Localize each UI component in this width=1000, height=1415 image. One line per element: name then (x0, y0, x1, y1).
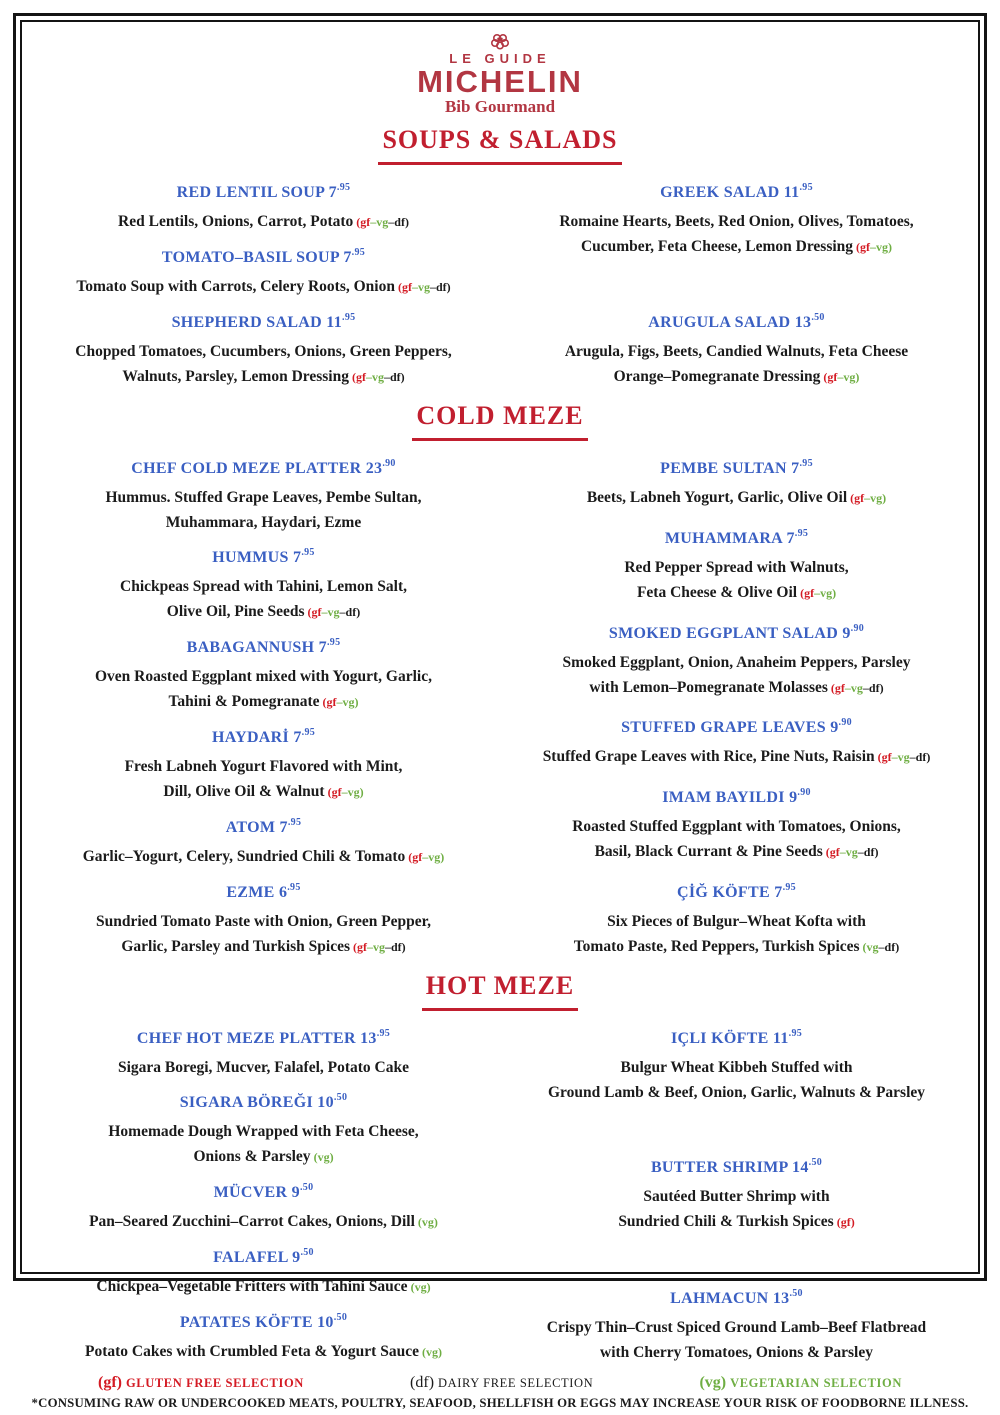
diet-tags: (vg) (407, 1279, 431, 1294)
menu-sections (28, 121, 972, 1372)
item-description-line: Roasted Stuffed Eggplant with Tomatoes, Onions, (572, 818, 901, 836)
item-description-line: Olive Oil, Pine Seeds (gf–vg–df) (166, 602, 361, 620)
section-title (28, 971, 972, 1011)
item-description-line: Sundried Tomato Paste with Onion, Green Pepper, (95, 912, 431, 930)
menu-item (36, 1177, 491, 1235)
diet-tags: (gf–vg–df) (394, 279, 451, 294)
menu-item (36, 1242, 491, 1300)
item-name-price: GREEK SALAD $11^{.95}$ (660, 181, 813, 201)
item-description-line: Sautéed Butter Shrimp with (643, 1188, 830, 1206)
menu-item (36, 1087, 491, 1170)
item-name-price: HUMMUS $7^{.95}$ (212, 546, 315, 566)
item-name-price: MUHAMMARA $7^{.95}$ (664, 527, 809, 547)
section-columns (28, 453, 972, 967)
item-name-price: MÜCVER $9^{.50}$ (213, 1181, 314, 1201)
menu-item (509, 1023, 964, 1105)
item-name-price: IMAM BAYILDI $9^{.90}$ (662, 787, 811, 807)
item-description-line: Onions & Parsley (vg) (193, 1147, 334, 1165)
item-name-price: CHEF HOT MEZE PLATTER $13^{.95}$ (136, 1027, 391, 1047)
diet-tags: (gf–vg–df) (827, 680, 884, 695)
diet-tags: (gf–vg–df) (350, 939, 406, 954)
item-name-price: SIGARA BÖREĞI $10^{.50}$ (179, 1091, 348, 1111)
item-description-line: Crispy Thin–Crust Spiced Ground Lamb–Beef Flatbread (546, 1318, 927, 1336)
item-description-line: Chickpea–Vegetable Fritters with Tahini Sauce (vg) (96, 1277, 431, 1295)
menu-item (36, 542, 491, 625)
menu-item (509, 782, 964, 865)
item-description-line: Sundried Chili & Turkish Spices (gf) (618, 1213, 855, 1231)
legend-df (410, 1374, 593, 1392)
page-outer-border (13, 13, 987, 1410)
item-description-line: Garlic–Yogurt, Celery, Sundried Chili & Tomato (gf–vg) (82, 847, 445, 865)
menu-column (509, 453, 964, 967)
legend-code: (df) (410, 1373, 439, 1391)
diet-tags: (gf–vg–df) (353, 214, 409, 229)
diet-tags: (gf–vg) (847, 490, 887, 505)
legend-gf (98, 1374, 304, 1392)
diet-tags: (vg) (310, 1149, 334, 1164)
menu-item (36, 1307, 491, 1365)
menu-column (36, 177, 491, 397)
logo-brand: MICHELIN (417, 64, 583, 100)
section-cold-meze (28, 397, 972, 967)
item-description-line: Orange–Pomegranate Dressing (gf–vg) (613, 367, 860, 385)
item-description-line: Red Pepper Spread with Walnuts, (624, 558, 849, 576)
item-description-line: Bulgur Wheat Kibbeh Stuffed with (620, 1058, 853, 1076)
diet-tags: (gf–vg–df) (348, 369, 405, 384)
item-description-line: Tomato Paste, Red Peppers, Turkish Spices (vg–df) (573, 937, 900, 955)
item-description-line: Feta Cheese & Olive Oil (gf–vg) (636, 583, 837, 601)
page-inner-border (20, 20, 980, 1410)
legend-label: VEGETARIAN SELECTION (730, 1375, 902, 1390)
diet-tags: (vg) (414, 1214, 438, 1229)
item-description-line: Muhammara, Haydari, Ezme (165, 513, 362, 531)
item-description-line: Chopped Tomatoes, Cucumbers, Onions, Green Peppers, (75, 342, 452, 360)
item-description-line: Oven Roasted Eggplant mixed with Yogurt, Garlic, (95, 667, 432, 685)
section-columns (28, 1023, 972, 1372)
item-name-price: FALAFEL $9^{.50}$ (213, 1246, 314, 1266)
section-columns (28, 177, 972, 397)
section-title (28, 125, 972, 165)
menu-column (36, 1023, 491, 1372)
item-name-price: SMOKED EGGPLANT SALAD $9^{.90}$ (608, 622, 865, 642)
legend-label: GLUTEN FREE SELECTION (125, 1375, 304, 1390)
item-name-price: CHEF COLD MEZE PLATTER $23^{.90}$ (131, 457, 396, 477)
diet-tags: (gf–vg–df) (822, 845, 879, 860)
logo-subtitle: Bib Gourmand (444, 97, 556, 117)
diet-legend (28, 1374, 972, 1392)
diet-tags: (gf–vg) (853, 239, 893, 254)
menu-item (509, 712, 964, 770)
item-description-line: with Lemon–Pomegranate Molasses (gf–vg–df) (589, 678, 884, 696)
legend-code: (gf) (98, 1373, 126, 1391)
menu-item (36, 632, 491, 715)
section-hot-meze (28, 967, 972, 1372)
menu-item (36, 307, 491, 390)
menu-item (36, 1023, 491, 1080)
diet-tags: (gf–vg) (324, 784, 364, 799)
item-description-line: Beets, Labneh Yogurt, Garlic, Olive Oil (gf–vg) (586, 488, 887, 506)
item-name-price: LAHMACUN $13^{.50}$ (670, 1287, 803, 1307)
item-description-line: Tomato Soup with Carrots, Celery Roots, Onion (gf–vg–df) (76, 277, 451, 295)
diet-tags: (gf) (833, 1215, 855, 1230)
menu-item (509, 1283, 964, 1365)
legend-label: DAIRY FREE SELECTION (438, 1375, 594, 1390)
item-description-line: Tahini & Pomegranate (gf–vg) (168, 692, 359, 710)
menu-item (509, 618, 964, 701)
menu-item (509, 177, 964, 260)
menu-item (36, 812, 491, 870)
item-description-line: Cucumber, Feta Cheese, Lemon Dressing (gf–vg) (580, 237, 893, 255)
item-description-line: Sigara Boregi, Mucver, Falafel, Potato Cake (117, 1058, 409, 1076)
michelin-flower-icon (28, 32, 972, 50)
section-title-text: SOUPS & SALADS (378, 125, 621, 165)
item-name-price: TOMATO–BASIL SOUP $7^{.95}$ (161, 246, 366, 266)
section-title-text: COLD MEZE (412, 401, 587, 441)
item-name-price: BABAGANNUSH $7^{.95}$ (186, 636, 341, 656)
diet-tags: (gf–vg) (319, 694, 359, 709)
section-soups-salads (28, 121, 972, 397)
item-name-price: SHEPHERD SALAD $11^{.95}$ (171, 311, 356, 331)
item-description-line: Garlic, Parsley and Turkish Spices (gf–vg–df) (121, 937, 406, 955)
menu-item (36, 722, 491, 805)
item-name-price: HAYDARİ $7^{.95}$ (211, 726, 316, 746)
menu-column (509, 177, 964, 397)
menu-header (28, 32, 972, 117)
menu-column (36, 453, 491, 967)
item-description-line: Walnuts, Parsley, Lemon Dressing (gf–vg–df) (122, 367, 405, 385)
item-name-price: IÇLI KÖFTE $11^{.95}$ (670, 1027, 803, 1047)
item-description-line: Pan–Seared Zucchini–Carrot Cakes, Onions, Dill (vg) (89, 1212, 438, 1230)
diet-tags: (vg–df) (859, 939, 900, 954)
item-name-price: ÇİĞ KÖFTE $7^{.95}$ (677, 881, 796, 901)
item-name-price: STUFFED GRAPE LEAVES $9^{.90}$ (621, 717, 852, 737)
menu-item (36, 242, 491, 300)
item-name-price: ARUGULA SALAD $13^{.50}$ (648, 311, 825, 331)
diet-tags: (vg) (418, 1344, 442, 1359)
menu-item (36, 177, 491, 235)
item-name-price: ATOM $7^{.95}$ (225, 816, 302, 836)
section-title (28, 401, 972, 441)
item-description-line: Smoked Eggplant, Onion, Anaheim Peppers, Parsley (562, 653, 911, 671)
item-description-line: Chickpeas Spread with Tahini, Lemon Salt, (120, 577, 407, 595)
menu-footer (28, 1374, 972, 1415)
section-title-text: HOT MEZE (422, 971, 578, 1011)
item-description-line: Ground Lamb & Beef, Onion, Garlic, Walnuts & Parsley (547, 1083, 926, 1101)
diet-tags: (gf–vg) (797, 585, 837, 600)
item-name-price: PEMBE SULTAN $7^{.95}$ (660, 457, 813, 477)
item-description-line: Potato Cakes with Crumbled Feta & Yogurt Sauce (vg) (85, 1342, 442, 1360)
menu-item (509, 523, 964, 606)
diet-tags: (gf–vg–df) (304, 604, 361, 619)
diet-tags: (gf–vg) (405, 849, 445, 864)
menu-item (509, 307, 964, 390)
item-description-line: Fresh Labneh Yogurt Flavored with Mint, (124, 757, 403, 775)
logo-tagline: LE GUIDE (449, 51, 551, 66)
diet-tags: (gf–vg–df) (874, 750, 931, 765)
item-name-price: PATATES KÖFTE $10^{.50}$ (179, 1311, 348, 1331)
item-description-line: Hummus. Stuffed Grape Leaves, Pembe Sultan, (105, 488, 422, 506)
menu-column (509, 1023, 964, 1372)
item-description-line: Stuffed Grape Leaves with Rice, Pine Nuts, Raisin (gf–vg–df) (542, 748, 931, 766)
menu-item (509, 453, 964, 511)
disclaimer-text: *CONSUMING RAW OR UNDERCOOKED MEATS, POULTRY, SEAFOOD, SHELLFISH OR EGGS MAY INCREASE YOUR RISK OF FOODBORNE ILLNESS. (31, 1395, 969, 1410)
item-name-price: EZME $6^{.95}$ (226, 881, 301, 901)
legend-vg (699, 1374, 902, 1392)
diet-tags: (gf–vg) (820, 369, 860, 384)
menu-item (36, 877, 491, 960)
item-description-line: Six Pieces of Bulgur–Wheat Kofta with (607, 912, 866, 930)
item-description-line: Red Lentils, Onions, Carrot, Potato (gf–vg–df) (118, 212, 409, 230)
legend-code: (vg) (699, 1373, 731, 1391)
item-description-line: Homemade Dough Wrapped with Feta Cheese, (108, 1122, 419, 1140)
item-description-line: Dill, Olive Oil & Walnut (gf–vg) (163, 782, 364, 800)
item-description-line: Arugula, Figs, Beets, Candied Walnuts, Feta Cheese (564, 342, 909, 360)
item-description-line: Romaine Hearts, Beets, Red Onion, Olives, Tomatoes, (559, 212, 914, 230)
menu-item (509, 1152, 964, 1235)
item-description-line: with Cherry Tomatoes, Onions & Parsley (600, 1343, 873, 1361)
item-name-price: RED LENTIL SOUP $7^{.95}$ (176, 181, 351, 201)
item-name-price: BUTTER SHRIMP $14^{.50}$ (650, 1157, 823, 1177)
menu-item (36, 453, 491, 535)
item-description-line: Basil, Black Currant & Pine Seeds (gf–vg–df) (594, 843, 879, 861)
menu-item (509, 877, 964, 960)
